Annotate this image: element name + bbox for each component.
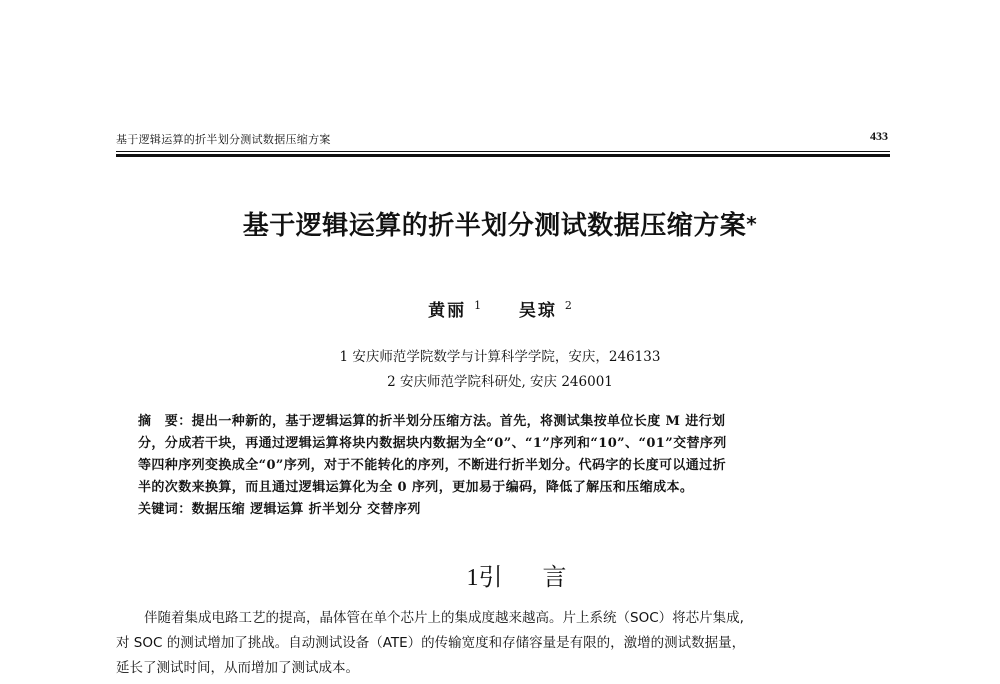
- page-number: 433: [870, 129, 888, 143]
- intro-line: 延长了测试时间，从而增加了测试成本。: [116, 660, 359, 676]
- author-affiliation-no: 2: [564, 299, 572, 312]
- abstract-line: [138, 411, 872, 433]
- section-title-right: 言: [542, 565, 567, 591]
- intro-paragraph: [116, 606, 896, 681]
- author-name: 吴琼: [518, 301, 557, 321]
- title-footnote-mark: *: [746, 212, 758, 236]
- paper-title: [0, 205, 1000, 242]
- section-heading: [0, 557, 1000, 592]
- keywords-label: 关键词：: [138, 502, 192, 517]
- affiliation-2: 2 安庆师范学院科研处, 安庆 246001: [387, 374, 613, 390]
- intro-line: 对 SOC 的测试增加了挑战。自动测试设备（ATE）的传输宽度和存储容量是有限的，激增的测试数据量，: [116, 635, 746, 651]
- section-title-left: 引: [478, 565, 503, 591]
- section-number: 1: [466, 565, 479, 591]
- abstract-label: 摘 要：: [138, 414, 192, 429]
- header-rule-thin: [116, 151, 890, 152]
- author-list: [0, 296, 1000, 321]
- intro-line: 伴随着集成电路工艺的提高，晶体管在单个芯片上的集成度越来越高。片上系统（SOC）将芯片集成,: [144, 610, 744, 626]
- abstract-line: 分，分成若干块，再通过逻辑运算将块内数据块内数据为全“0”、“1”序列和“10”、“01”交替序列: [138, 436, 727, 451]
- abstract-line: 半的次数来换算，而且通过逻辑运算化为全 0 序列，更加易于编码，降低了解压和压缩成本。: [138, 480, 694, 495]
- abstract: [138, 411, 872, 521]
- keywords-line: [138, 499, 872, 521]
- running-header: [116, 128, 890, 150]
- abstract-line: 等四种序列变换成全“0”序列，对于不能转化的序列，不断进行折半划分。代码字的长度可以通过折: [138, 458, 727, 473]
- author-affiliation-no: 1: [474, 299, 482, 312]
- affiliation-1: 1 安庆师范学院数学与计算科学学院，安庆，246133: [339, 349, 661, 365]
- header-rule-thick: [116, 154, 890, 157]
- keywords-text: 数据压缩 逻辑运算 折半划分 交替序列: [191, 502, 421, 517]
- running-title: 基于逻辑运算的折半划分测试数据压缩方案: [116, 133, 331, 146]
- paper-title-text: 基于逻辑运算的折半划分测试数据压缩方案: [242, 211, 747, 241]
- abstract-text: 提出一种新的，基于逻辑运算的折半划分压缩方法。首先，将测试集按单位长度 M 进行划: [191, 414, 726, 429]
- author-name: 黄丽: [428, 301, 467, 321]
